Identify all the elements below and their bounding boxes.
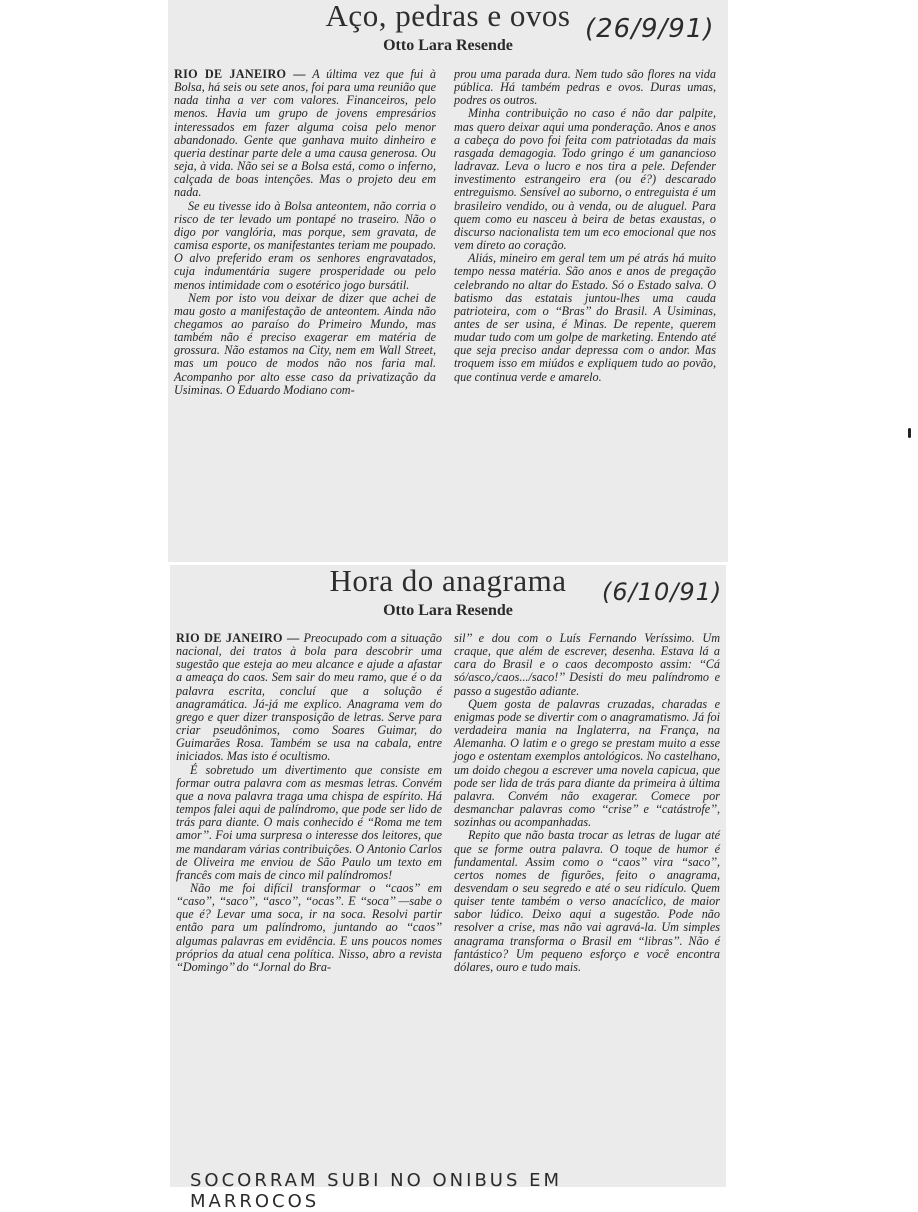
paragraph: É sobretudo um divertimento que consiste em formar outra palavra com as mesmas letras. Convém que a nova palavra traga uma chispa de espírito. Há tempos falei aqui de palíndromo, que pode ser lido de trás para diante. O mais conhecido é ‘‘Roma me tem amor’’. Foi uma surpresa o interesse dos leitores, que me mandaram várias contribuições. O Antonio Carlos de Oliveira me enviou de São Paulo um texto em francês com mais de cinco mil palíndromos! xyxy=(176,762,442,882)
article-author: Otto Lara Resende xyxy=(383,602,513,619)
paragraph: Aliás, mineiro em geral tem um pé atrás há muito tempo nessa matéria. São anos e anos de pregação celebrando no altar do Estado. Só o Estado salva. O batismo das estatais juntou-lhes uma cauda patrioteira, com o ‘‘Bras’’ do Brasil. A Usiminas, antes de ser usina, é Minas. De repente, querem mudar tudo com um golpe de marketing. Entendo até que seja preciso andar depressa com o andor. Mas troquem isso em miúdos e expliquem tudo ao povão, que continua verde e amarelo. xyxy=(454,251,716,384)
article-column-2 xyxy=(454,68,716,384)
paragraph: Repito que não basta trocar as letras de lugar até que se forme outra palavra. O toque de humor é fundamental. Assim como o ‘‘caos’’ vira ‘‘saco’’, certos nomes de figurões, feito o anagrama, desvendam o seu segredo e até o seu ridículo. Quem quiser tente também o verso anacíclico, de maior sabor lúdico. Deixo aqui a sugestão. Pode não resolver a crise, mas não vai agravá-la. Um simples anagrama transforma o Brasil em ‘‘libras’’. Não é fantástico? Um pequeno esforço e você encontra dólares, ouro e tudo mais. xyxy=(454,828,720,974)
paragraph: prou uma parada dura. Nem tudo são flores na vida pública. Há também pedras e ovos. Duras umas, podres os outros. xyxy=(454,67,716,108)
paragraph: Nem por isto vou deixar de dizer que achei de mau gosto a manifestação de anteontem. Ainda não chegamos ao paraíso do Primeiro Mundo, mas também não é preciso exagerar em matéria de grossura. Não estamos na City, nem em Wall Street, mas um pouco de modos não nos faria mal. Acompanho por alto esse caso da privatização da Usiminas. O Eduardo Modiano com- xyxy=(174,290,436,397)
article-title: Aço, pedras e ovos xyxy=(325,0,571,33)
dateline: RIO DE JANEIRO — xyxy=(174,67,306,81)
article-column-1 xyxy=(174,68,436,397)
paragraph: Não me foi difícil transformar o ‘‘caos’’ em ‘‘caso’’, ‘‘saco’’, ‘‘asco’’, ‘‘ocas’’. E ‘‘soca’’ —sabe o que é? Levar uma soca, ir na soca. Resolvi partir então para um palíndromo, juntando ao ‘‘caos’’ algumas palavras em evidência. E uns poucos nomes próprios da atual cena política. Nisso, abro a revista ‘‘Domingo’’ do ‘‘Jornal do Bra- xyxy=(176,880,442,974)
paragraph: Se eu tivesse ido à Bolsa anteontem, não corria o risco de ter levado um pontapé no traseiro. Não o digo por vanglória, mas porque, sem gravata, de camisa esporte, os manifestantes teriam me poupado. O alvo preferido eram os senhores engravatados, cuja indumentária sugere prosperidade ou pelo menos intimidade com o esotérico jogo bursátil. xyxy=(174,198,436,292)
dateline: RIO DE JANEIRO — xyxy=(176,631,300,645)
scan-speck xyxy=(908,428,911,438)
article-author: Otto Lara Resende xyxy=(383,37,513,54)
handwritten-footer-note: SOCORRAM SUBI NO ONIBUS EM MARROCOS xyxy=(190,1170,563,1212)
paragraph xyxy=(174,68,436,200)
article-title: Hora do anagrama xyxy=(329,565,567,598)
paragraph xyxy=(176,632,442,764)
handwritten-date: (6/10/91) xyxy=(602,578,723,606)
article-clipping-1 xyxy=(168,0,728,562)
handwritten-date: (26/9/91) xyxy=(585,14,715,44)
article-clipping-2 xyxy=(170,565,726,1187)
article-column-2 xyxy=(454,632,720,974)
article-column-1 xyxy=(176,632,442,974)
paragraph: Quem gosta de palavras cruzadas, charadas e enigmas pode se divertir com o anagramatismo. Já foi verdadeira mania na Inglaterra, na França, na Alemanha. O latim e o grego se prestam muito a esse jogo e ostentam exemplos antológicos. No castelhano, um doido chegou a escrever uma novela capicua, que pode ser lida de trás para diante da primeira à última palavra. Convém não exagerar. Comece por desmanchar palavras como ‘‘crise’’ e ‘‘catástrofe’’, sozinhas ou acompanhadas. xyxy=(454,696,720,830)
paragraph: Minha contribuição no caso é não dar palpite, mas quero deixar aqui uma ponderação. Anos e anos a cabeça do povo foi feita com patriotadas da mais rasgada demagogia. Todo gringo é um ganancioso ladravaz. Leva o lucro e nos tira a pele. Defender investimento estrangeiro era (ou é?) descarado entreguismo. Sensível ao suborno, o entreguista é um brasileiro vendido, ou à venda, ou de aluguel. Para quem como eu nasceu à beira de betas exaustas, o discurso nacionalista tem um eco emocional que nos vem direto ao coração. xyxy=(454,106,716,253)
paragraph-text: Preocupado com a situação nacional, dei tratos à bola para descobrir uma sugestão que esteja ao meu alcance e ajude a afastar a ameaça do caos. Sem sair do meu ramo, que é o da palavra escrita, concluí que a solução é anagramática. Já-já me explico. Anagrama vem do grego e quer dizer transposição de letras. Serve para criar pseudônimos, como Soares Guimar, do Guimarães Rosa. Também se usa na cabala, entre iniciados. Mas isto é ocultismo. xyxy=(176,631,442,764)
paragraph-text: A última vez que fui à Bolsa, há seis ou sete anos, foi para uma reunião que nada tinha a ver com valores. Financeiros, pelo menos. Havia um grupo de jovens empresários interessados em fazer alguma coisa pelo menor abandonado. Gente que ganhava muito dinheiro e queria destinar parte dele a uma causa generosa. Ou seja, à vida. Não sei se a Bolsa está, como o inferno, calçada de boas intenções. Mas o projeto deu em nada. xyxy=(174,67,436,200)
paragraph: sil’’ e dou com o Luís Fernando Veríssimo. Um craque, que além de escrever, desenha. Estava lá a cara do Brasil e o caos decomposto assim: ‘‘Cá só/asco,/caos.../saco!’’ Desisti do meu palíndromo e passo a sugestão adiante. xyxy=(454,631,720,698)
